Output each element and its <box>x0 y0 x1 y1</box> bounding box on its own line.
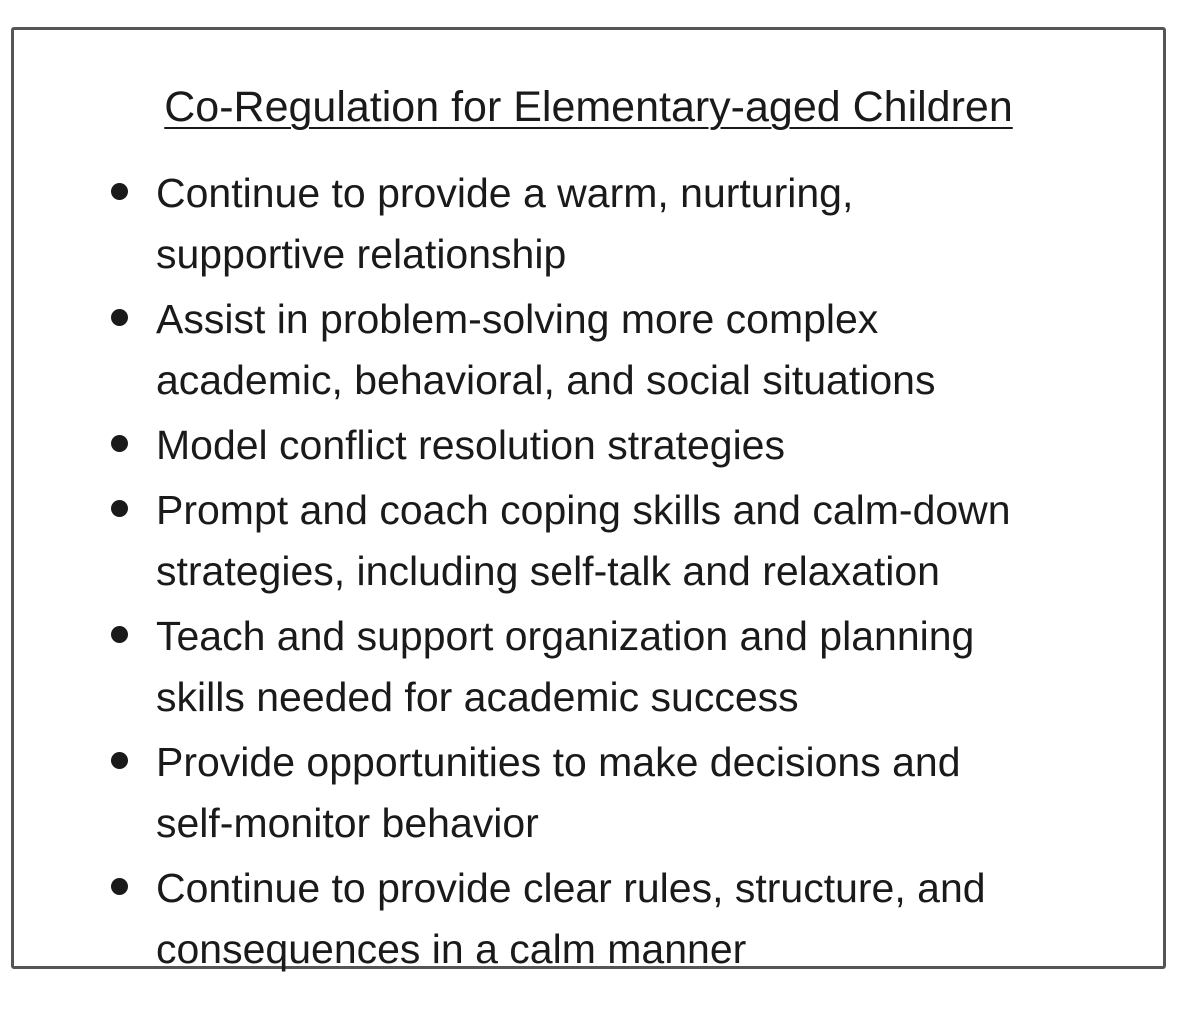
list-item <box>14 163 1163 285</box>
list-item <box>14 415 1163 476</box>
list-item <box>14 480 1163 602</box>
list-item-line: Provide opportunities to make decisions and <box>156 739 961 785</box>
list-item-line: consequences in a calm manner <box>156 926 747 972</box>
content-box <box>11 27 1166 972</box>
list-item-line: Teach and support organization and planning <box>156 613 975 659</box>
bullet-list <box>14 163 1163 984</box>
list-item-line: Model conflict resolution strategies <box>156 422 785 468</box>
bullet-icon <box>111 878 128 895</box>
list-item <box>14 289 1163 411</box>
bullet-icon <box>111 500 128 517</box>
list-item-line: Prompt and coach coping skills and calm-down <box>156 487 1011 533</box>
list-item <box>14 732 1163 854</box>
bullet-icon <box>111 183 128 200</box>
list-item-line: Continue to provide clear rules, structure, and <box>156 865 986 911</box>
list-item-line: supportive relationship <box>156 231 567 277</box>
list-item <box>14 606 1163 728</box>
list-item-line: Continue to provide a warm, nurturing, <box>156 170 854 216</box>
document-title: Co-Regulation for Elementary-aged Children <box>164 83 1013 131</box>
bullet-icon <box>111 309 128 326</box>
bullet-icon <box>111 752 128 769</box>
list-item-line: self-monitor behavior <box>156 800 539 846</box>
list-item <box>14 858 1163 980</box>
list-item-line: Assist in problem-solving more complex <box>156 296 879 342</box>
list-item-line: strategies, including self-talk and relaxation <box>156 548 940 594</box>
bullet-icon <box>111 435 128 452</box>
list-item-line: academic, behavioral, and social situations <box>156 357 936 403</box>
list-item-line: skills needed for academic success <box>156 674 799 720</box>
bullet-icon <box>111 626 128 643</box>
